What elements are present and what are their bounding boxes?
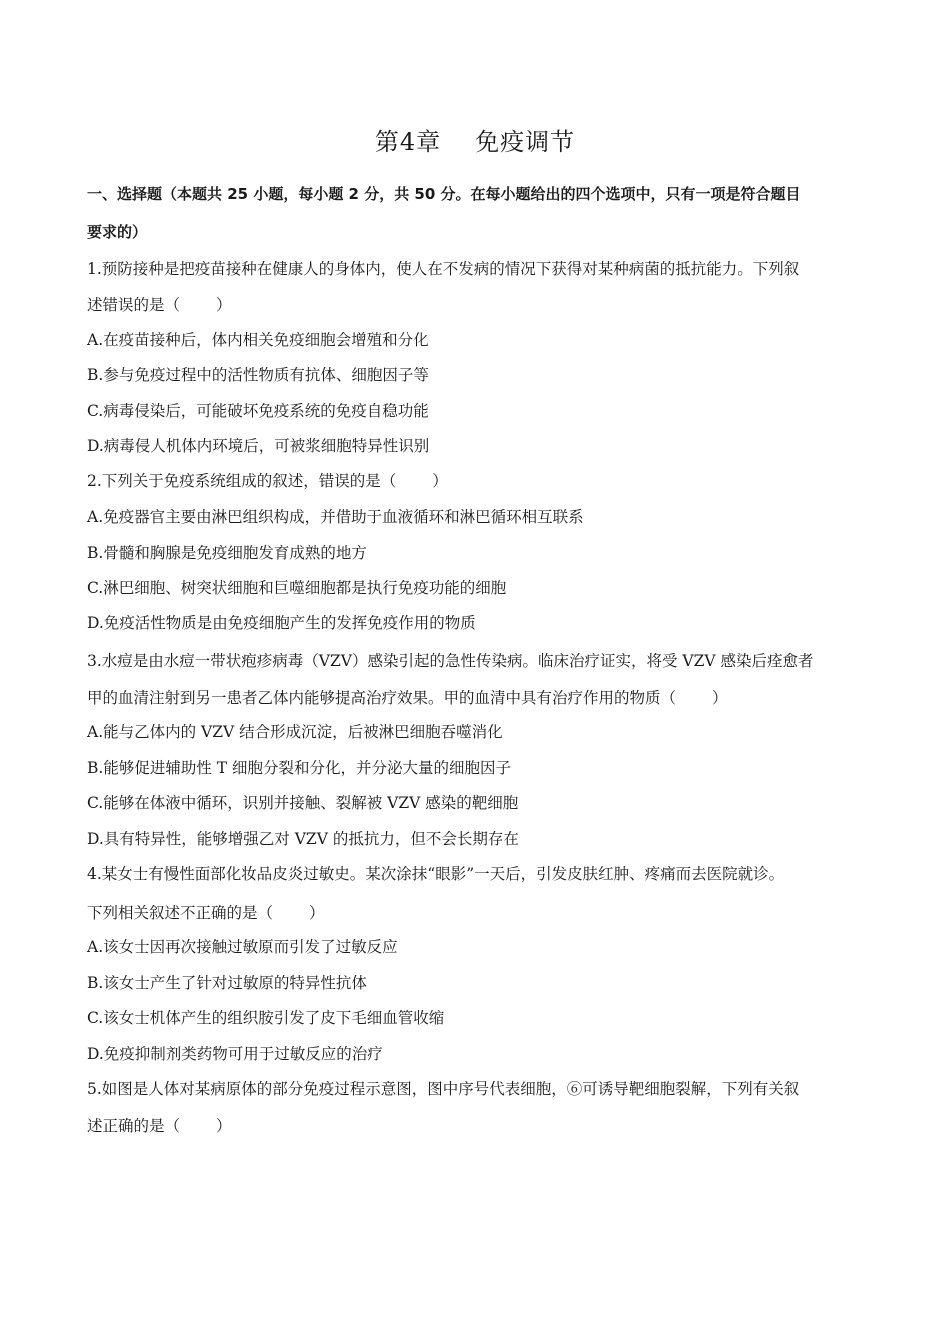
question-3-stem-line1: 3.水痘是由水痘一带状疱疹病毒（VZV）感染引起的急性传染病。临床治疗证实，将受 VZV 感染后痊愈者: [87, 652, 814, 670]
question-3-option-c: C.能够在体液中循环，识别并接触、裂解被 VZV 感染的靶细胞: [87, 794, 519, 812]
question-3-option-b: B.能够促进辅助性 T 细胞分裂和分化，并分泌大量的细胞因子: [87, 759, 512, 777]
question-1-option-c: C.病毒侵染后，可能破坏免疫系统的免疫自稳功能: [87, 402, 429, 420]
question-2-option-a: A.免疫器官主要由淋巴组织构成，并借助于血液循环和淋巴循环相互联系: [87, 508, 584, 526]
question-3-option-a: A.能与乙体内的 VZV 结合形成沉淀，后被淋巴细胞吞噬消化: [87, 723, 503, 741]
question-1-stem-line1: 1.预防接种是把疫苗接种在健康人的身体内，使人在不发病的情况下获得对某种病菌的抵抗能力。下列叙: [87, 260, 800, 278]
section-header-line1: 一、选择题（本题共 25 小题，每小题 2 分，共 50 分。在每小题给出的四个选项中，只有一项是符合题目: [87, 185, 801, 203]
chapter-name: 免疫调节: [475, 128, 576, 156]
question-4-stem-line2: 下列相关叙述不正确的是（ ）: [87, 904, 325, 922]
question-3-option-d: D.具有特异性，能够增强乙对 VZV 的抵抗力，但不会长期存在: [87, 830, 519, 848]
question-2-option-c: C.淋巴细胞、树突状细胞和巨噬细胞都是执行免疫功能的细胞: [87, 579, 507, 597]
chapter-number: 第4章: [374, 128, 442, 156]
question-2-option-b: B.骨髓和胸腺是免疫细胞发育成熟的地方: [87, 544, 367, 562]
question-5-stem-line2: 述正确的是（ ）: [87, 1117, 232, 1135]
question-4-option-d: D.免疫抑制剂类药物可用于过敏反应的治疗: [87, 1045, 383, 1063]
question-5-stem-line1: 5.如图是人体对某病原体的部分免疫过程示意图，图中序号代表细胞，⑥可诱导靶细胞裂解，下列有关叙: [87, 1080, 800, 1098]
section-header-line2: 要求的）: [87, 223, 148, 241]
question-4-option-c: C.该女士机体产生的组织胺引发了皮下毛细血管收缩: [87, 1009, 445, 1027]
question-2-stem: 2.下列关于免疫系统组成的叙述，错误的是（ ）: [87, 472, 448, 490]
question-1-stem-line2: 述错误的是（ ）: [87, 296, 232, 314]
question-2-option-d: D.免疫活性物质是由免疫细胞产生的发挥免疫作用的物质: [87, 614, 476, 632]
question-4-option-b: B.该女士产生了针对过敏原的特异性抗体: [87, 974, 367, 992]
question-4-option-a: A.该女士因再次接触过敏原而引发了过敏反应: [87, 938, 398, 956]
question-1-option-d: D.病毒侵人机体内环境后，可被浆细胞特异性识别: [87, 437, 430, 455]
question-1-option-b: B.参与免疫过程中的活性物质有抗体、细胞因子等: [87, 366, 429, 384]
question-3-stem-line2: 甲的血清注射到另一患者乙体内能够提高治疗效果。甲的血清中具有治疗作用的物质（ ）: [87, 689, 728, 707]
question-1-option-a: A.在疫苗接种后，体内相关免疫细胞会增殖和分化: [87, 331, 429, 349]
chapter-title: [0, 122, 950, 157]
question-4-stem-line1: 4.某女士有慢性面部化妆品皮炎过敏史。某次涂抹“眼影”一天后，引发皮肤红肿、疼痛而去医院就诊。: [87, 865, 785, 883]
